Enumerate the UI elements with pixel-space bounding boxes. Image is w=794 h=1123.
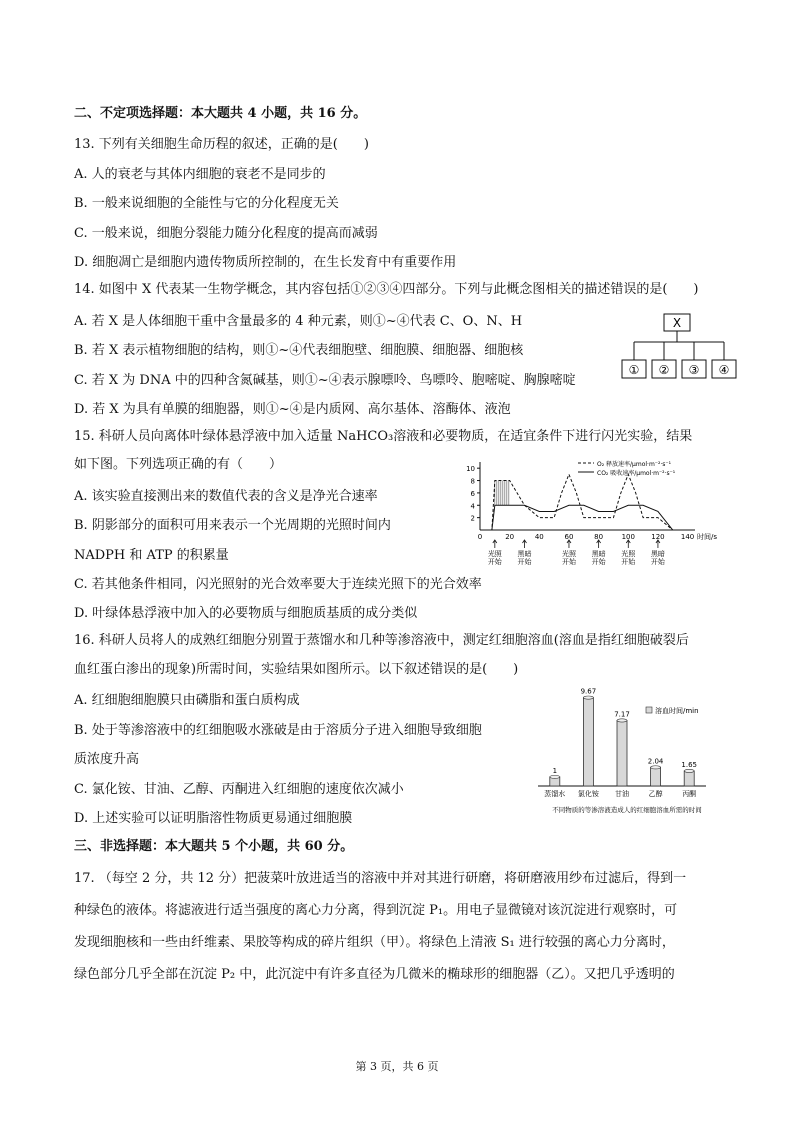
page-footer: 第 3 页，共 6 页 — [355, 1060, 439, 1073]
q14-option-b: B. 若 X 表示植物细胞的结构，则①~④代表细胞壁、细胞膜、细胞器、细胞核 — [74, 343, 524, 358]
legend-label: O₂ 释放速率/μmol·m⁻²·s⁻¹ — [597, 461, 671, 468]
chart-caption: 不同物质的等渗溶液造成人的红细胞溶血所需的时间 — [552, 806, 702, 814]
section2-heading: 二、不定项选择题：本大题共 4 小题，共 16 分。 — [74, 106, 367, 121]
bar — [617, 720, 627, 786]
bar-value-label: 1 — [552, 766, 558, 775]
category-label: 甘油 — [615, 790, 629, 798]
q15-option-b-line1: B. 阴影部分的面积可用来表示一个光周期的光照时间内 — [74, 518, 391, 533]
category-label: 乙醇 — [648, 790, 663, 798]
q13-option-c: C. 一般来说，细胞分裂能力随分化程度的提高而减弱 — [74, 226, 378, 241]
bar-value-label: 2.04 — [647, 757, 664, 766]
q14-option-c: C. 若 X 为 DNA 中的四种含氮碱基，则①~④表示腺嘌呤、鸟嘌呤、胞嘧啶、胸腺嘧啶 — [74, 373, 576, 388]
q14-stem: 14. 如图中 X 代表某一生物学概念，其内容包括①②③④四部分。下列与此概念图相关的描述错误的是( ) — [74, 282, 699, 297]
q16-stem-line1: 16. 科研人员将人的成熟红细胞分别置于蒸馏水和几种等渗溶液中，测定红细胞溶血(溶血是指红细胞破裂后 — [74, 633, 689, 648]
o2-release-line — [480, 474, 688, 530]
q17-line4: 绿色部分几乎全部在沉淀 P₂ 中，此沉淀中有许多直径为几微米的椭球形的细胞器（乙）。又把几乎透明的 — [74, 967, 675, 982]
q13-option-a: A. 人的衰老与其体内细胞的衰老不是同步的 — [74, 167, 326, 182]
x-tick-label: 40 — [534, 533, 544, 541]
annotation-label: 光照 — [487, 550, 502, 558]
q14-option-d: D. 若 X 为具有单膜的细胞器，则①~④是内质网、高尔基体、溶酶体、液泡 — [74, 402, 511, 417]
annotation-label: 光照 — [561, 550, 576, 558]
x-tick-label: 120 — [651, 533, 665, 541]
x-tick-label: 60 — [564, 533, 574, 541]
x-tick-label: 80 — [594, 533, 604, 541]
legend-label: CO₂ 吸收速率/μmol·m⁻²·s⁻¹ — [597, 470, 676, 477]
q17-line1: 17. （每空 2 分，共 12 分）把菠菜叶放进适当的溶液中并对其进行研磨，将研磨液用纱布过滤后，得到一 — [74, 871, 687, 886]
bar — [583, 698, 593, 786]
bar-cap — [651, 766, 661, 769]
category-label: 丙酮 — [682, 790, 697, 798]
bar-cap — [550, 775, 560, 778]
q13-stem: 13. 下列有关细胞生命历程的叙述，正确的是( ) — [74, 137, 369, 152]
q15-stem-line1: 15. 科研人员向离体叶绿体悬浮液中加入适量 NaHCO₃溶液和必要物质，在适宜条件下进行闪光实验，结果 — [74, 429, 693, 444]
y-tick-label: 6 — [470, 489, 475, 498]
bar — [651, 767, 661, 786]
legend-label: 溶血时间/min — [655, 707, 699, 715]
annotation-label: 黑暗 — [650, 550, 665, 558]
q16-option-a: A. 红细胞细胞膜只由磷脂和蛋白质构成 — [74, 693, 300, 708]
x-axis-label: 时间/s — [697, 533, 718, 541]
x-tick-label: 100 — [621, 533, 635, 541]
q14-option-a: A. 若 X 是人体细胞干重中含量最多的 4 种元素，则①~④代表 C、O、N、H — [74, 314, 523, 329]
q16-option-c: C. 氯化铵、甘油、乙醇、丙酮进入红细胞的速度依次减小 — [74, 782, 404, 797]
y-tick-label: 8 — [470, 477, 475, 486]
bar-value-label: 1.65 — [681, 760, 697, 769]
section3-heading: 三、非选择题：本大题共 5 个小题，共 60 分。 — [74, 839, 354, 854]
bar-value-label: 9.67 — [580, 687, 597, 696]
x-tick-label: 140 — [680, 533, 695, 541]
q15-flash-chart — [460, 456, 730, 568]
legend-swatch — [646, 707, 652, 713]
bar-cap — [583, 696, 593, 699]
q17-line3: 发现细胞核和一些由纤维素、果胶等构成的碎片组织（甲）。将绿色上清液 S₁ 进行较强的离心力分离时， — [74, 935, 675, 950]
y-tick-label: 2 — [470, 514, 475, 523]
q14-concept-diagram — [610, 312, 745, 382]
x-tick-label: 0 — [477, 533, 483, 541]
bar-cap — [684, 769, 694, 772]
q16-option-b-line1: B. 处于等渗溶液中的红细胞吸水涨破是由于溶质分子进入细胞导致细胞 — [74, 723, 482, 738]
diagram-child-label-3: ③ — [688, 363, 700, 377]
y-tick-label: 4 — [470, 502, 475, 511]
annotation-label: 开始 — [517, 558, 532, 566]
annotation-label: 开始 — [487, 558, 502, 566]
q15-option-d: D. 叶绿体悬浮液中加入的必要物质与细胞质基质的成分类似 — [74, 606, 418, 621]
annotation-label: 开始 — [561, 558, 576, 566]
category-label: 蒸馏水 — [544, 790, 566, 798]
q16-option-b-line2: 质浓度升高 — [74, 752, 140, 767]
annotation-label: 开始 — [650, 558, 665, 566]
bar-value-label: 7.17 — [614, 710, 630, 719]
bar-cap — [617, 719, 627, 722]
category-label: 氯化铵 — [577, 790, 599, 798]
annotation-label: 开始 — [621, 558, 636, 566]
diagram-child-label-2: ② — [658, 363, 670, 377]
annotation-label: 光照 — [621, 550, 636, 558]
x-tick-label: 20 — [505, 533, 515, 541]
annotation-label: 开始 — [591, 558, 606, 566]
q17-line2: 种绿色的液体。将滤液进行适当强度的离心力分离，得到沉淀 P₁。用电子显微镜对该沉淀进行观察时，可 — [74, 903, 678, 918]
diagram-child-label-4: ④ — [718, 363, 730, 377]
q15-stem-line2: 如下图。下列选项正确的有（ ） — [74, 457, 283, 472]
annotation-label: 黑暗 — [591, 550, 606, 558]
diagram-child-label-1: ① — [628, 363, 640, 377]
q16-option-d: D. 上述实验可以证明脂溶性物质更易通过细胞膜 — [74, 811, 353, 826]
y-tick-label: 10 — [466, 465, 475, 474]
q16-stem-line2: 血红蛋白渗出的现象)所需时间，实验结果如图所示。以下叙述错误的是( ) — [74, 662, 519, 677]
diagram-root-label: X — [672, 316, 682, 330]
q15-option-c: C. 若其他条件相同，闪光照射的光合效率要大于连续光照下的光合效率 — [74, 577, 482, 592]
annotation-label: 黑暗 — [517, 550, 532, 558]
q15-option-b-line2: NADPH 和 ATP 的积累量 — [74, 548, 229, 563]
q16-hemolysis-chart — [516, 682, 738, 824]
q13-option-d: D. 细胞凋亡是细胞内遗传物质所控制的，在生长发育中有重要作用 — [74, 255, 457, 270]
q13-option-b: B. 一般来说细胞的全能性与它的分化程度无关 — [74, 196, 339, 211]
bar — [684, 771, 694, 786]
q15-option-a: A. 该实验直接测出来的数值代表的含义是净光合速率 — [74, 489, 378, 504]
